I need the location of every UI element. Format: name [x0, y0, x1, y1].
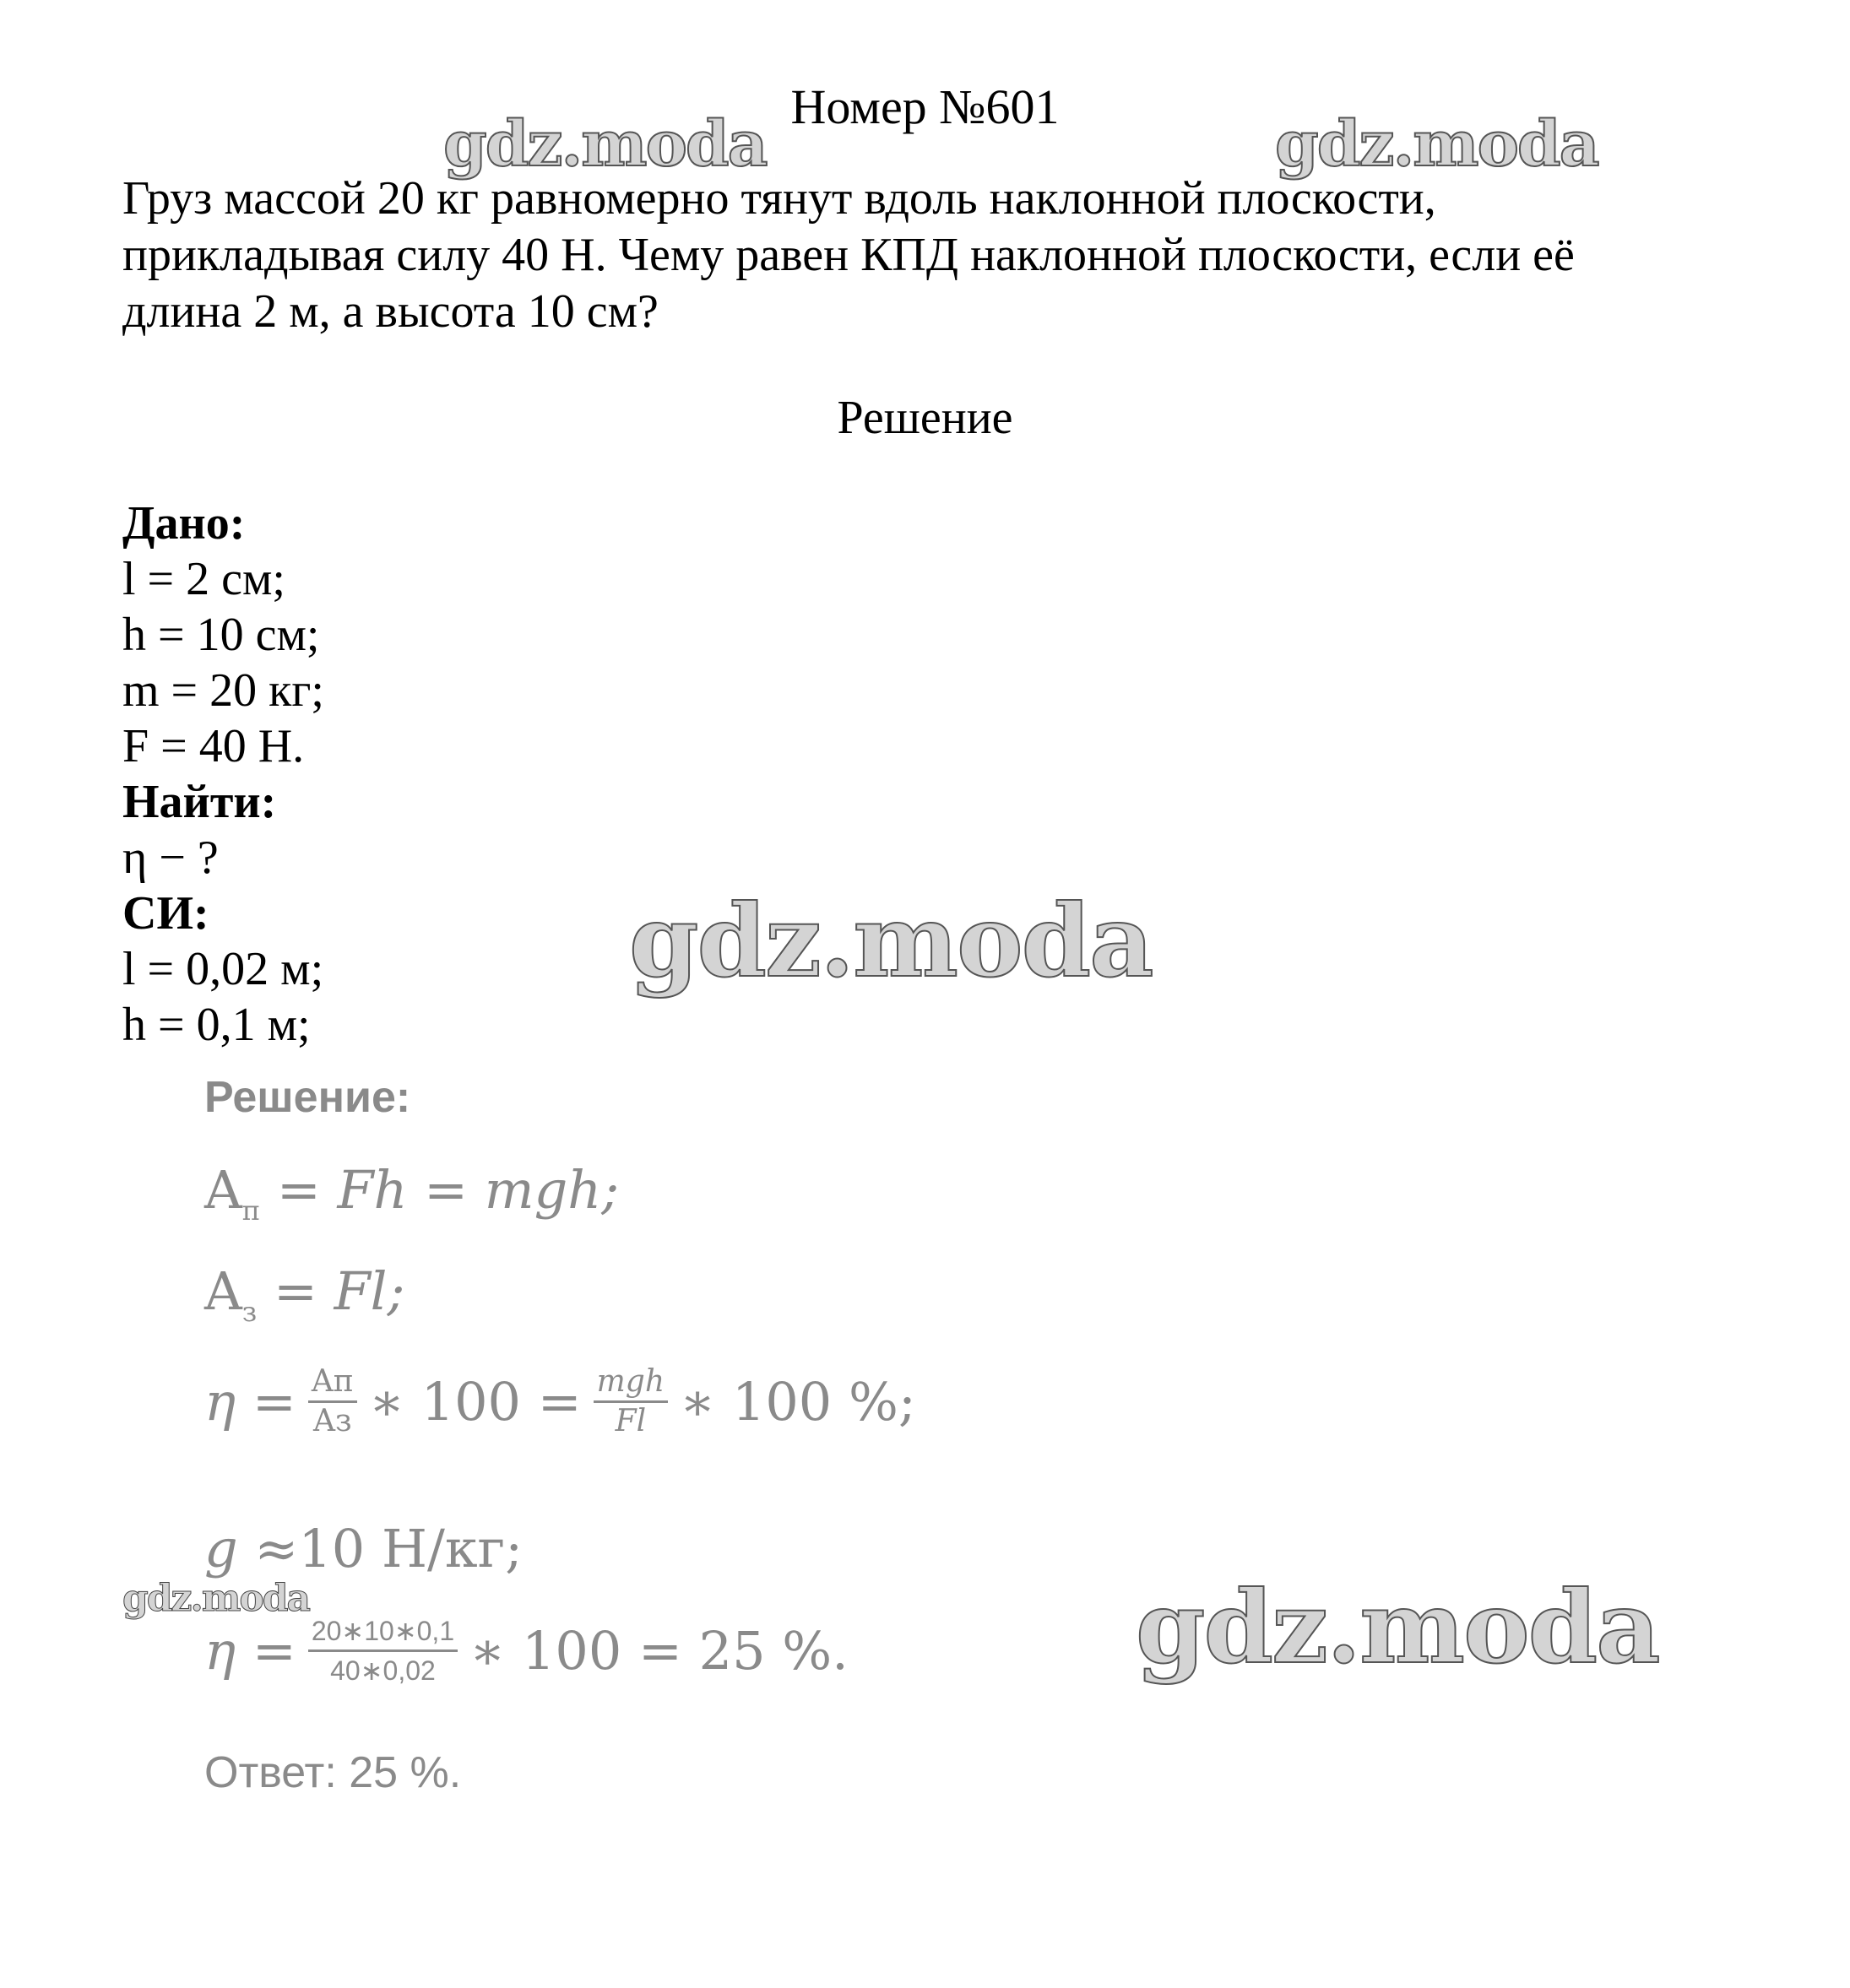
problem-line: прикладывая силу 40 Н. Чему равен КПД наклонной плоскости, если её	[122, 229, 1575, 281]
formula-eta: η =	[204, 1370, 296, 1433]
formula-calculation	[204, 1612, 849, 1689]
fraction-formula	[594, 1363, 668, 1440]
formula-subscript: з	[241, 1296, 258, 1328]
watermark: gdz.moda	[1136, 1568, 1659, 1686]
find-label: Найти:	[122, 776, 277, 828]
watermark: gdz.moda	[1275, 108, 1598, 181]
formula-efficiency	[204, 1363, 916, 1440]
formula-gravity	[204, 1519, 523, 1579]
given-label: Дано:	[122, 497, 246, 550]
watermark: gdz.moda	[443, 108, 767, 181]
formula-expression: = Fl;	[257, 1260, 405, 1322]
page-title: Номер №601	[790, 79, 1060, 134]
formula-middle: ∗ 100 =	[368, 1370, 582, 1433]
problem-statement	[122, 171, 1794, 340]
formula-end: ∗ 100 %;	[680, 1370, 916, 1433]
fraction-numerator: 20∗10∗0,1	[311, 1616, 455, 1646]
formula-symbol: g	[204, 1518, 238, 1579]
formula-useful-work	[204, 1161, 619, 1240]
formula-symbol: A	[204, 1260, 242, 1322]
formula-symbol: A	[204, 1159, 242, 1221]
formula-total-work	[204, 1262, 404, 1341]
given-item: m = 20 кг;	[122, 664, 324, 717]
given-item: F = 40 Н.	[122, 720, 305, 772]
solution-label: Решение:	[204, 1073, 411, 1122]
fraction-work	[308, 1363, 357, 1440]
given-item: l = 2 см;	[122, 553, 285, 605]
find-item: η − ?	[122, 831, 219, 884]
fraction-numerator: mgh	[596, 1364, 665, 1399]
formula-end: ∗ 100 = 25 %.	[469, 1619, 849, 1682]
problem-line: Груз массой 20 кг равномерно тянут вдоль наклонной плоскости,	[122, 172, 1436, 225]
watermark: gdz.moda	[629, 882, 1153, 999]
given-block	[122, 496, 324, 1053]
fraction-numerator: Aп	[311, 1364, 354, 1399]
si-item: l = 0,02 м;	[122, 943, 324, 995]
solution-heading: Решение	[837, 392, 1013, 444]
fraction-denominator: Fl	[615, 1404, 647, 1438]
formula-eta: η =	[204, 1619, 296, 1682]
formula-expression: ≈10 Н/кг;	[237, 1518, 524, 1579]
watermark: gdz.moda	[122, 1577, 310, 1620]
fraction-denominator: 40∗0,02	[330, 1655, 436, 1686]
fraction-denominator: Aз	[312, 1404, 352, 1438]
formula-expression: = Fh = mgh;	[260, 1159, 620, 1221]
given-item: h = 10 см;	[122, 609, 320, 661]
answer-text: Ответ: 25 %.	[204, 1748, 462, 1797]
problem-line: длина 2 м, а высота 10 см?	[122, 285, 659, 338]
formula-subscript: п	[241, 1194, 261, 1227]
si-label: СИ:	[122, 887, 209, 940]
si-item: h = 0,1 м;	[122, 999, 311, 1051]
fraction-calculation	[308, 1612, 458, 1689]
